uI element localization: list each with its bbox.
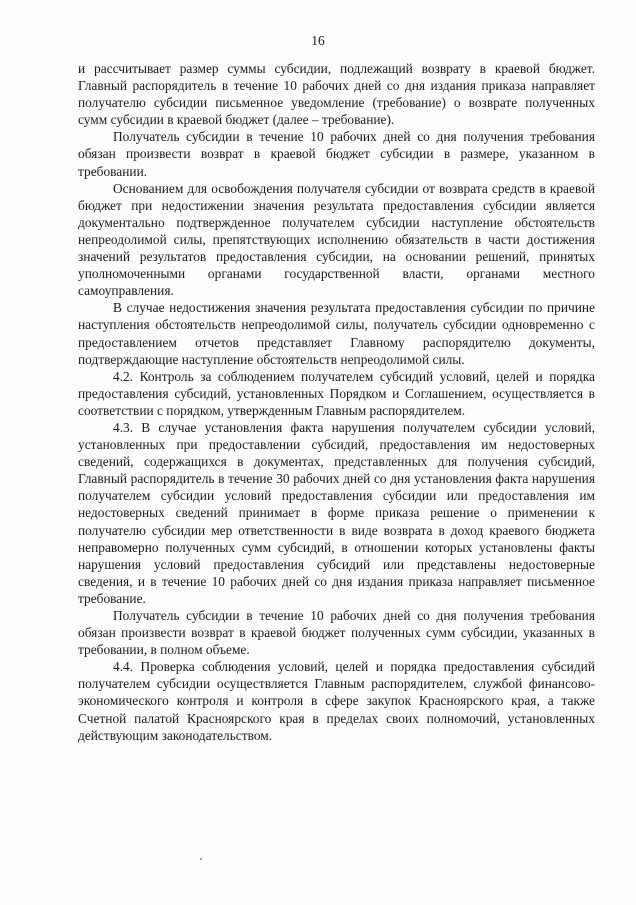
paragraph: и рассчитывает размер суммы субсидии, подлежащий возврату в краевой бюджет. Главный распорядитель в течение 10 рабочих дней со дня издания приказа направляет получателю субсидии письменное уведомление (требование) о возврате полученных сумм субсидии в краевой бюджет (далее – требование). xyxy=(78,61,595,128)
paragraph: В случае недостижения значения результата предоставления субсидии по причине наступления обстоятельств непреодолимой силы, получатель субсидии одновременно с предоставлением отчетов представляет Главному распорядителю документы, подтверждающие наступление обстоятельств непреодолимой силы. xyxy=(78,300,595,367)
paragraph: Получатель субсидии в течение 10 рабочих дней со дня получения требования обязан произвести возврат в краевой бюджет субсидии в размере, указанном в требовании. xyxy=(78,129,595,179)
paragraph: Получатель субсидии в течение 10 рабочих дней со дня получения требования обязан произвести возврат в краевой бюджет полученных сумм субсидии, указанных в требовании, в полном объеме. xyxy=(78,608,595,658)
paragraph: Основанием для освобождения получателя субсидии от возврата средств в краевой бюджет при недостижении значения результата предоставления субсидии является документально подтвержденное получателем субсидии наступление обстоятельств непреодолимой силы, препятствующих исполнению обязательств в части достижения значений результатов предоставления субсидии, на основании решений, принятых уполномоченными органами государственной власти, органами местного самоуправления. xyxy=(78,180,595,299)
paragraph-4-3: 4.3. В случае установления факта нарушения получателем субсидии условий, установленных при предоставлении субсидий, предоставления им недостоверных сведений, содержащихся в документах, представленных для получения субсидий, Главный распорядитель в течение 30 рабочих дней со дня установления факта нарушения получателем субсидии условий предоставления субсидии или предоставления им недостоверных сведений принимает в форме приказа решение о применении к получателю субсидии мер ответственности в виде возврата в доход краевого бюджета неправомерно полученных сумм субсидий, в отношении которых установлены факты нарушения условий предоставления субсидий или представлены недостоверные сведения, и в течение 10 рабочих дней со дня издания приказа направляет письменное требование. xyxy=(78,419,595,606)
paragraph-4-4: 4.4. Проверка соблюдения условий, целей и порядка предоставления субсидий получателем субсидии осуществляется Главным распорядителем, службой финансово-экономического контроля и контроля в сфере закупок Красноярского края, а также Счетной палатой Красноярского края в пределах своих полномочий, установленных действующим законодательством. xyxy=(78,659,595,743)
page-number: 16 xyxy=(311,33,325,48)
document-body xyxy=(78,60,595,744)
paragraph-4-2: 4.2. Контроль за соблюдением получателем субсидий условий, целей и порядка предоставления субсидий, установленных Порядком и Соглашением, осуществляется в соответствии с порядком, утвержденным Главным распорядителем. xyxy=(78,368,595,418)
scan-speck xyxy=(200,858,202,860)
